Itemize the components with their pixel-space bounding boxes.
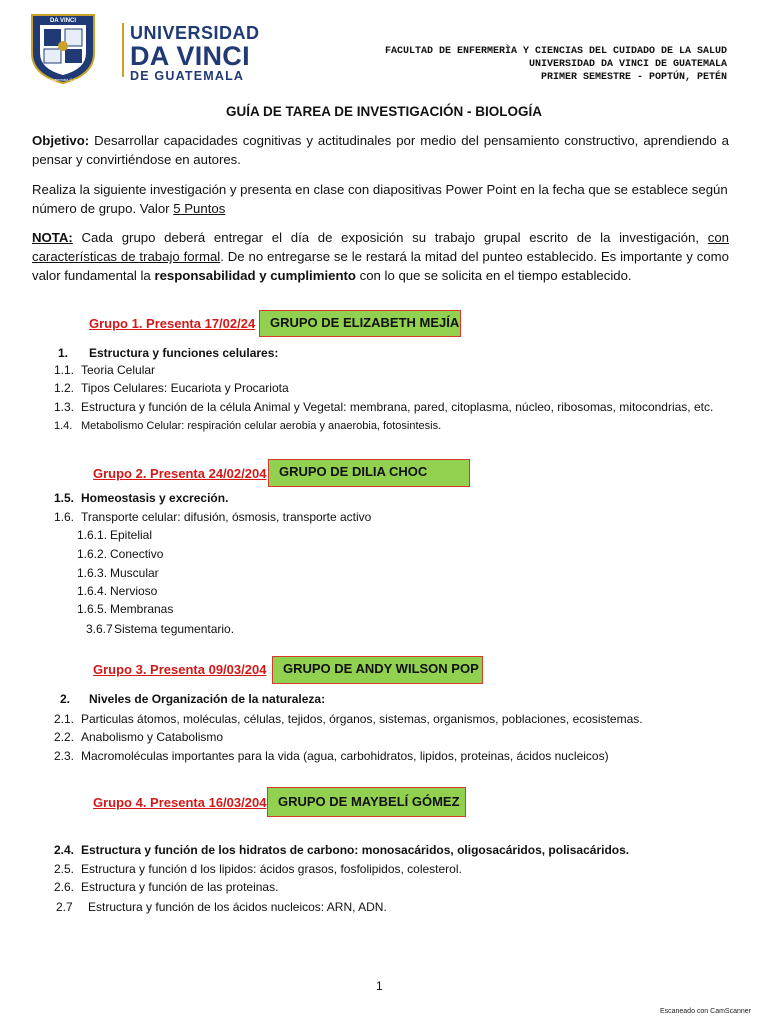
faculty-header: [385, 45, 727, 84]
group-2-label: Grupo 2. Presenta 24/02/204: [93, 466, 267, 481]
list-item: 1. Estructura y funciones celulares:: [58, 346, 279, 360]
list-item: 1.6.5. Membranas: [77, 602, 174, 616]
instructions-value: 5 Puntos: [173, 201, 226, 216]
note-paragraph: [32, 228, 729, 285]
university-logo: [28, 11, 260, 85]
list-item: 1.5. Homeostasis y excreción.: [54, 491, 229, 505]
seal-top-text: DA VINCI: [49, 18, 77, 24]
objective-label: Objetivo:: [32, 133, 90, 148]
list-item: 2.5. Estructura y función d los lipidos: ácidos grasos, fosfolipidos, colesterol.: [54, 862, 462, 876]
seal-bottom-text: Guatemala C.A.: [48, 77, 78, 82]
logo-line-1: UNIVERSIDAD: [130, 23, 260, 43]
list-item: 1.6. Transporte celular: difusión, ósmosis, transporte activo: [54, 510, 372, 524]
list-item: 1.6.4. Nervioso: [77, 584, 158, 598]
list-item: 2. Niveles de Organización de la naturaleza:: [60, 692, 326, 706]
note-text-3: . De no entregarse se le restará la mitad del punteo establecido. Es importante y como valor fundamental la: [32, 249, 729, 283]
list-item: 1.6.1. Epitelial: [77, 528, 153, 542]
group-3-label: Grupo 3. Presenta 09/03/204: [93, 662, 267, 677]
list-item: 1.4. Metabolismo Celular: respiración celular aerobia y anaerobia, fotosintesis.: [54, 420, 442, 432]
logo-line-3: DE GUATEMALA: [130, 69, 245, 83]
group-4-name-box: GRUPO DE MAYBELÍ GÓMEZ: [267, 787, 466, 817]
list-item: 1.6.3. Muscular: [77, 566, 159, 580]
list-item: 2.6. Estructura y función de las proteinas.: [54, 880, 279, 894]
note-text-1: Cada grupo deberá entregar el día de exposición su trabajo grupal escrito de la investigación,: [72, 230, 708, 245]
instructions-text: Realiza la siguiente investigación y presenta en clase con diapositivas Power Point en la fecha que se establece según número de grupo. Valor: [32, 182, 728, 216]
list-item: 2.1. Particulas átomos, moléculas, células, tejidos, órganos, sistemas, organismos, poblaciones, ecosistemas.: [54, 712, 643, 726]
objective-paragraph: [32, 131, 729, 169]
group-1-label: Grupo 1. Presenta 17/02/24: [89, 316, 256, 331]
note-text-4: responsabilidad y cumplimiento: [154, 268, 356, 283]
note-text-5: con lo que se solicita en el tiempo establecido.: [355, 268, 632, 283]
page-number: 1: [376, 979, 383, 993]
document-title: GUÍA DE TAREA DE INVESTIGACIÓN - BIOLOGÍA: [225, 104, 542, 119]
group-2-name-box: GRUPO DE DILIA CHOC: [268, 459, 470, 487]
logo-wordmark: [130, 23, 260, 84]
university-seal-icon: [28, 11, 98, 85]
group-1-name-box: GRUPO DE ELIZABETH MEJÍA: [259, 310, 461, 337]
logo-line-2: DA VINCI: [130, 41, 250, 71]
instructions-paragraph: [32, 180, 729, 218]
list-item: 2.3. Macromoléculas importantes para la vida (agua, carbohidratos, lipidos, proteinas, ácidos nucleicos): [54, 749, 609, 763]
logo-divider: [122, 23, 124, 77]
list-item: 1.6.2. Conectivo: [77, 547, 164, 561]
header-line-1: FACULTAD DE ENFERMERÌA Y CIENCIAS DEL CUIDADO DE LA SALUD: [384, 46, 727, 57]
header-line-3: PRIMER SEMESTRE - POPTÚN, PETÉN: [540, 72, 727, 83]
note-label: NOTA:: [32, 230, 73, 245]
scanner-watermark: Escaneado con CamScanner: [659, 1008, 751, 1015]
list-item: 3.6.7Sistema tegumentario.: [86, 622, 235, 636]
list-item: 1.2. Tipos Celulares: Eucariota y Procariota: [54, 381, 289, 395]
list-item: 1.1. Teoria Celular: [54, 363, 156, 377]
group-3-name-box: GRUPO DE ANDY WILSON POP: [272, 656, 483, 684]
list-item: 2.7 Estructura y función de los ácidos nucleicos: ARN, ADN.: [56, 900, 387, 914]
objective-text: Desarrollar capacidades cognitivas y actitudinales por medio del pensamiento constructivo, aprendiendo a pensar y convirtiéndose en autores.: [32, 133, 729, 167]
group-4-label: Grupo 4. Presenta 16/03/204: [93, 795, 267, 810]
list-item: 1.3. Estructura y función de la célula Animal y Vegetal: membrana, pared, citoplasma, núcleo, ribosomas, mitocondrias, etc.: [54, 400, 714, 414]
note-text-2: con características de trabajo formal: [32, 230, 729, 264]
list-item: 2.2. Anabolismo y Catabolismo: [54, 730, 224, 744]
header-line-2: UNIVERSIDAD DA VINCI DE GUATEMALA: [528, 59, 727, 70]
list-item: 2.4. Estructura y función de los hidratos de carbono: monosacáridos, oligosacáridos, polisacáridos.: [54, 843, 630, 857]
